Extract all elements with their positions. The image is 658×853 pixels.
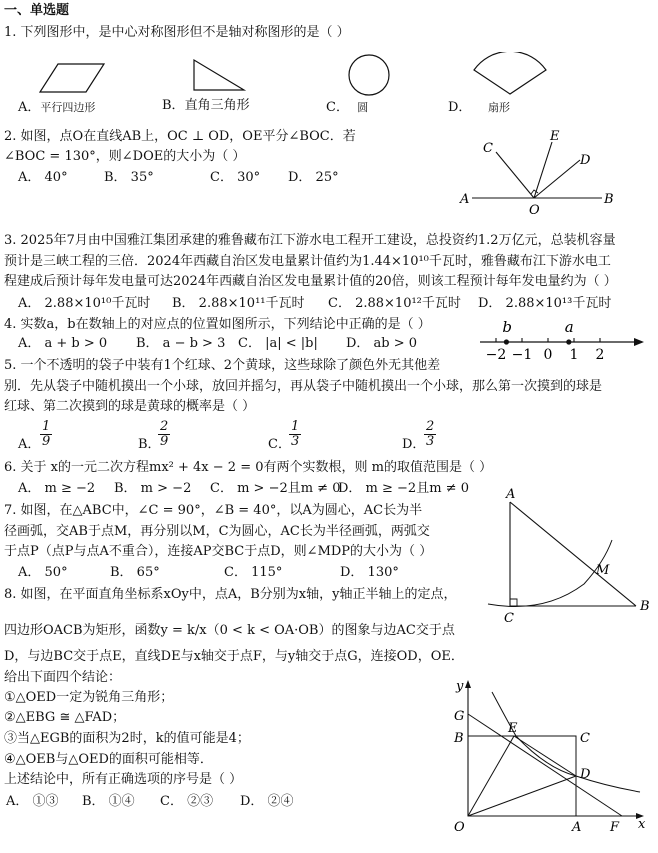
q2-option-d[interactable]: D． 25° xyxy=(288,170,339,185)
q4-tick-label: −2 xyxy=(485,347,507,363)
parallelogram-figure xyxy=(38,62,108,96)
q4-tick-label: 2 xyxy=(595,347,605,363)
q6-option-c[interactable]: C． m > −2且m ≠ 0 xyxy=(210,481,341,496)
q2-label-d: D xyxy=(580,153,591,168)
q8-conclusion-2: ②△EBG ≅ △FAD； xyxy=(4,710,126,725)
q2-option-c[interactable]: C． 30° xyxy=(210,170,261,185)
q7-option-b[interactable]: B． 65° xyxy=(110,565,160,580)
q7-stem-line1: 7. 如图，在△ABC中，∠C = 90°，∠B = 40°，以A为圆心，AC长为半 xyxy=(4,503,423,518)
q7-option-c[interactable]: C． 115° xyxy=(224,565,283,580)
q1-option-d[interactable]: D． 扇形 xyxy=(448,100,510,115)
q8-stem-line2: 四边形OACB为矩形，函数y = k/x（0 < k < OA·OB）的图象与边AC交于点 xyxy=(4,623,455,638)
q6-option-a[interactable]: A． m ≥ −2 xyxy=(18,481,96,496)
q5-option-c-fraction[interactable]: $\frac{1}{3}$ xyxy=(291,419,300,449)
q4-number-line xyxy=(478,316,648,364)
q8-option-c[interactable]: C． ②③ xyxy=(160,794,214,809)
q8-label-a: A xyxy=(572,820,582,835)
q6-option-b[interactable]: B． m > −2 xyxy=(114,481,192,496)
q4-point-b xyxy=(504,339,509,344)
q8-label-f: F xyxy=(610,820,620,835)
q8-option-b[interactable]: B． ①④ xyxy=(82,794,135,809)
q2-angle-figure xyxy=(452,128,622,218)
q7-option-d[interactable]: D． 130° xyxy=(340,565,399,580)
q3-stem-line3: 程建成后预计每年发电量可达2024年西藏自治区发电量累计值的20倍，则该工程预计每年发电量约为（ ） xyxy=(4,274,617,289)
q1-option-b[interactable]: B．直角三角形 xyxy=(162,98,250,113)
q7-triangle-figure xyxy=(484,486,654,626)
q3-option-c[interactable]: C． 2.88×10¹²千瓦时 xyxy=(328,296,461,311)
q2-option-a[interactable]: A． 40° xyxy=(18,170,68,185)
q4-option-b[interactable]: B． a − b > 3 xyxy=(136,336,226,351)
q1-option-c[interactable]: C． 圆 xyxy=(326,100,369,115)
q1-stem: 1. 下列图形中，是中心对称图形但不是轴对称图形的是（ ） xyxy=(4,25,350,40)
q2-option-b[interactable]: B． 35° xyxy=(104,170,154,185)
q3-option-b[interactable]: B． 2.88×10¹¹千瓦时 xyxy=(172,296,305,311)
q8-conclusion-3: ③当△EGB的面积为2时，k的值可能是4； xyxy=(4,731,250,746)
q5-option-b-fraction[interactable]: $\frac{2}{9}$ xyxy=(160,419,169,449)
q8-option-d[interactable]: D． ②④ xyxy=(240,794,294,809)
q7-label-c: C xyxy=(504,611,514,626)
q5-option-d-fraction[interactable]: $\frac{2}{3}$ xyxy=(426,419,435,449)
q4-label-b: b xyxy=(502,318,513,336)
q5-option-a-fraction[interactable]: $\frac{1}{9}$ xyxy=(42,419,51,449)
q5-option-c-letter[interactable]: C． xyxy=(268,437,291,452)
q3-stem-line1: 3. 2025年7月由中国雅江集团承建的雅鲁藏布江下游水电工程开工建设，总投资约1.2万亿元，总装机容量 xyxy=(4,233,616,248)
q6-stem: 6. 关于 x的一元二次方程mx² + 4x − 2 = 0有两个实数根，则 m的取值范围是（ ） xyxy=(4,460,493,475)
q5-stem-line1: 5. 一个不透明的袋子中装有1个红球、2个黄球，这些球除了颜色外无其他差 xyxy=(4,358,441,373)
right-triangle-figure xyxy=(192,58,248,94)
q5-option-d-letter[interactable]: D． xyxy=(402,437,426,452)
q5-option-b-letter[interactable]: B． xyxy=(138,437,161,452)
q2-stem-line1: 2. 如图，点O在直线AB上，OC ⊥ OD，OE平分∠BOC．若 xyxy=(4,129,356,144)
q5-stem-line3: 红球、第二次摸到的球是黄球的概率是（ ） xyxy=(4,399,256,414)
q7-label-a: A xyxy=(506,487,516,502)
q3-option-d[interactable]: D． 2.88×10¹³千瓦时 xyxy=(478,296,612,311)
q3-stem-line2: 预计是三峡工程的三倍．2024年西藏自治区发电量累计值约为1.44×10¹⁰千瓦时，雅鲁藏布江下游水电工 xyxy=(4,254,611,269)
q7-option-a[interactable]: A． 50° xyxy=(18,565,68,580)
q4-stem: 4. 实数a，b在数轴上的对应点的位置如图所示，下列结论中正确的是（ ） xyxy=(4,317,431,332)
q5-option-a-letter[interactable]: A． xyxy=(18,437,41,452)
q8-ask: 上述结论中，所有正确选项的序号是（ ） xyxy=(4,772,243,787)
q8-stem-line4: 给出下面四个结论： xyxy=(4,670,122,685)
q7-stem-line3: 于点P（点P与点A不重合），连接AP交BC于点D，则∠MDP的大小为（ ） xyxy=(4,544,433,559)
q4-tick-label: 0 xyxy=(543,347,553,363)
q2-stem-line2: ∠BOC = 130°，则∠DOE的大小为（ ） xyxy=(4,149,246,164)
q8-label-b: B xyxy=(454,731,464,746)
q3-option-a[interactable]: A． 2.88×10¹⁰千瓦时 xyxy=(18,296,151,311)
q8-label-d: D xyxy=(580,767,591,782)
q8-stem-line1: 8. 如图，在平面直角坐标系xOy中，点A，B分别为x轴，y轴正半轴上的定点， xyxy=(4,587,457,602)
q5-stem-line2: 别．先从袋子中随机摸出一个小球，放回并摇匀，再从袋子中随机摸出一个小球，那么第一次摸到的球是 xyxy=(4,379,603,394)
q4-option-c[interactable]: C． |a| < |b| xyxy=(238,336,318,351)
q8-stem-line3: D，与边BC交于点E，直线DE与x轴交于点F，与y轴交于点G，连接OD，OE． xyxy=(4,649,464,664)
q8-option-a[interactable]: A． ①③ xyxy=(6,794,59,809)
q4-tick-label: 1 xyxy=(569,347,579,363)
q2-label-o: O xyxy=(529,203,540,218)
q2-label-b: B xyxy=(604,192,614,207)
q8-conclusion-4: ④△OEB与△OED的面积可能相等． xyxy=(4,752,213,767)
q7-stem-line2: 径画弧，交AB于点M，再分别以M，C为圆心，AC长为半径画弧，两弧交 xyxy=(4,524,430,539)
q8-label-x: x xyxy=(638,817,646,832)
q8-label-e: E xyxy=(508,721,518,736)
circle-figure xyxy=(346,52,392,98)
q2-label-c: C xyxy=(483,141,493,156)
q7-label-m: M xyxy=(596,563,610,578)
q4-label-a: a xyxy=(564,318,574,336)
q4-tick-label: −1 xyxy=(511,347,533,363)
sector-figure xyxy=(470,52,550,98)
q2-label-a: A xyxy=(460,192,470,207)
q8-label-c: C xyxy=(580,731,590,746)
q7-label-b: B xyxy=(640,599,650,614)
q8-label-o: O xyxy=(454,820,465,835)
q1-option-a[interactable]: A．平行四边形 xyxy=(18,100,96,115)
q2-label-e: E xyxy=(550,129,560,144)
q8-conclusion-1: ①△OED一定为锐角三角形； xyxy=(4,690,174,705)
q8-label-g: G xyxy=(454,709,465,724)
q4-point-a xyxy=(566,339,571,344)
q4-option-d[interactable]: D． ab > 0 xyxy=(346,336,418,351)
q8-coordinate-figure xyxy=(446,676,650,848)
q4-option-a[interactable]: A． a + b > 0 xyxy=(18,336,108,351)
section-title: 一、单选题 xyxy=(4,3,70,18)
q6-option-d[interactable]: D． m ≥ −2且m ≠ 0 xyxy=(338,481,469,496)
q8-label-y: y xyxy=(456,679,464,694)
